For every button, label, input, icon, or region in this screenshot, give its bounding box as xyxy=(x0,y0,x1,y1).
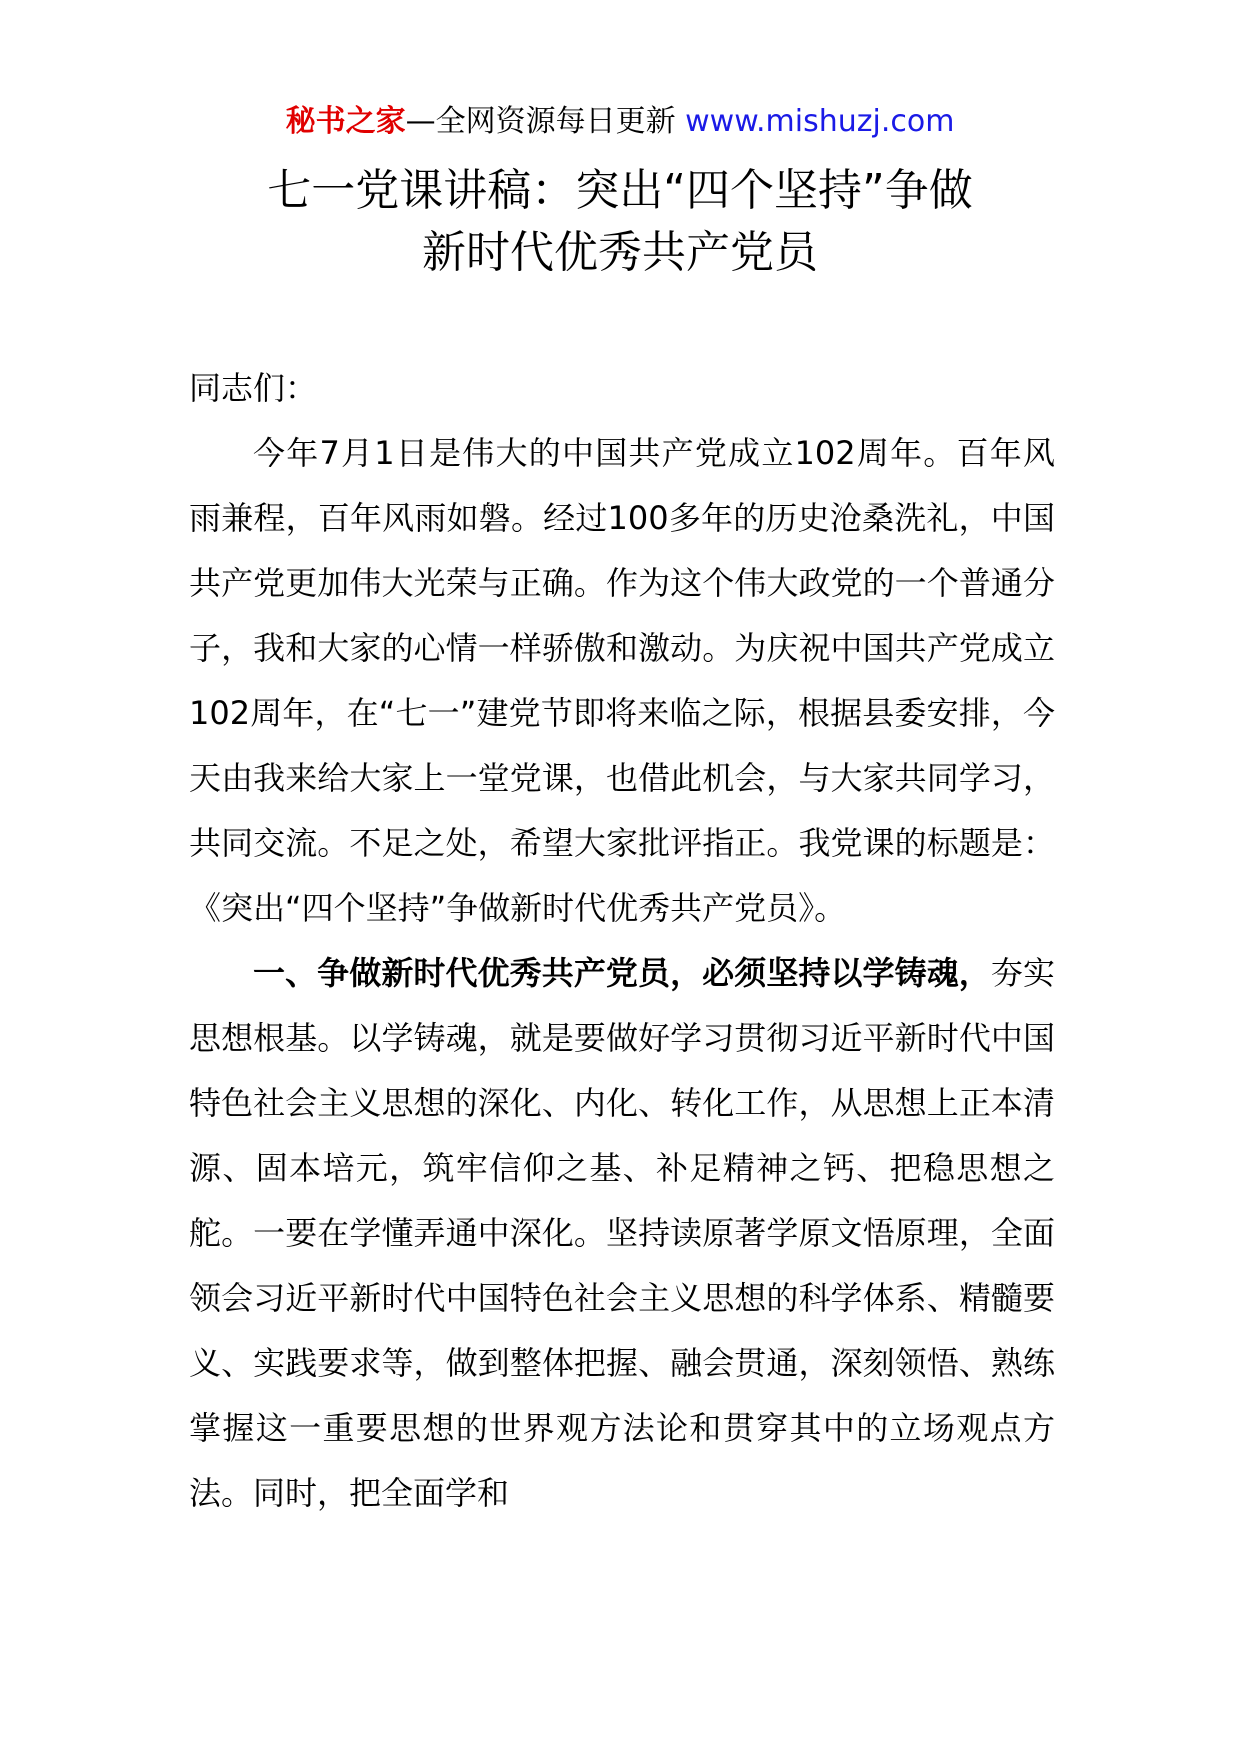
section-1-body: 夯实思想根基。以学铸魂，就是要做好学习贯彻习近平新时代中国特色社会主义思想的深化、内化、转化工作，从思想上正本清源、固本培元，筑牢信仰之基、补足精神之钙、把稳思想之舵。一要在学懂弄通中深化。坚持读原著学原文悟原理，全面领会习近平新时代中国特色社会主义思想的科学体系、精髓要义、实践要求等，做到整体把握、融会贯通，深刻领悟、熟练掌握这一重要思想的世界观方法论和贯穿其中的立场观点方法。同时，把全面学和 xyxy=(189,954,1055,1512)
site-header xyxy=(0,100,1240,144)
paragraph-section-1 xyxy=(189,941,1055,1526)
site-brand: 秘书之家 xyxy=(285,104,406,139)
document-title-line-1: 七一党课讲稿：突出“四个坚持”争做 xyxy=(267,165,973,216)
document-title-line-2: 新时代优秀共产党员 xyxy=(422,227,818,278)
salutation: 同志们： xyxy=(189,369,318,407)
site-tagline: —全网资源每日更新 xyxy=(405,104,686,139)
document-body xyxy=(189,356,1055,1526)
site-url-link[interactable]: www.mishuzj.com xyxy=(685,104,955,139)
document-title xyxy=(0,160,1240,284)
section-1-heading: 一、争做新时代优秀共产党员，必须坚持以学铸魂， xyxy=(253,954,991,992)
paragraph-intro: 今年7月1日是伟大的中国共产党成立102周年。百年风雨兼程，百年风雨如磐。经过100多年的历史沧桑洗礼，中国共产党更加伟大光荣与正确。作为这个伟大政党的一个普通分子，我和大家的心情一样骄傲和激动。为庆祝中国共产党成立102周年，在“七一”建党节即将来临之际，根据县委安排，今天由我来给大家上一堂党课，也借此机会，与大家共同学习，共同交流。不足之处，希望大家批评指正。我党课的标题是：《突出“四个坚持”争做新时代优秀共产党员》。 xyxy=(189,434,1055,927)
